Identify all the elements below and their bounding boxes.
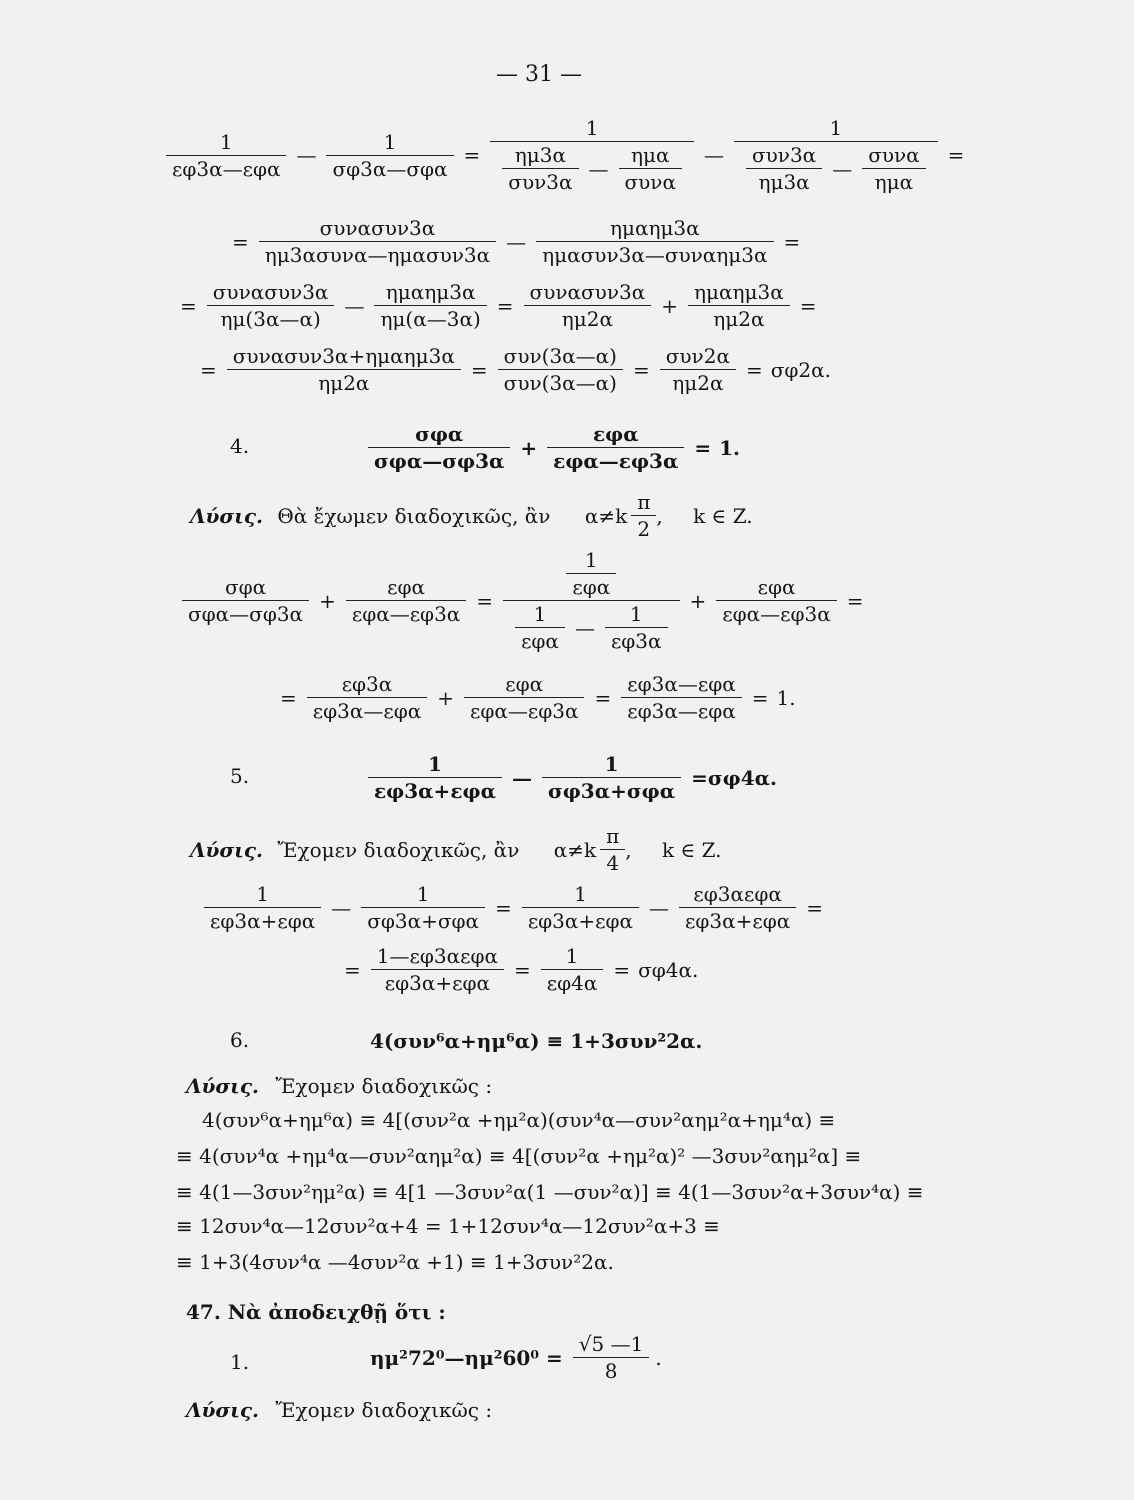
fraction: 1 εφ3α—εφα: [166, 132, 286, 179]
fraction: 1 σφ3α—σφα: [326, 132, 453, 179]
equation-line-6: = εφ3α εφ3α—εφα + εφα εφα—εφ3α = εφ3α—εφα εφ3α—εφα = 1.: [280, 672, 796, 723]
derivation-line: ≡ 4(1—3συν²ημ²α) ≡ 4[1 —3συν²α(1 —συν²α)] ≡ 4(1—3συν²α+3συν⁴α) ≡: [176, 1180, 924, 1204]
equation-line-7: 1 εφ3α+εφα — 1 σφ3α+σφα = 1 εφ3α+εφα — εφ3αεφα εφ3α+εφα =: [198, 884, 827, 931]
compound-fraction: 1 συν3α ημ3α — συνα ημα: [734, 118, 938, 192]
page-number: — 31 —: [496, 62, 582, 87]
solution-47-intro: Λύσις. Ἔχομεν διαδοχικῶς :: [186, 1398, 493, 1422]
equation-line-8: = 1—εφ3αεφα εφ3α+εφα = $\frac{1}{\varepsilon\varphi 4\alpha}$ = σφ4α.: [344, 944, 699, 995]
solution-4-intro: Λύσις. Θὰ ἔχωμεν διαδοχικῶς, ἂν α≠k $\frac{\pi}{2}$ , k ∈ Z.: [190, 490, 753, 541]
derivation-line: ≡ 12συν⁴α—12συν²α+4 = 1+12συν⁴α—12συν²α+3 ≡: [176, 1214, 720, 1238]
problem-number: 1.: [230, 1350, 250, 1374]
solution-label: Λύσις.: [190, 837, 263, 862]
problem-4-statement: σφα σφα—σφ3α + εφα εφα—εφ3α = 1.: [362, 424, 744, 471]
equation-line-2: = συνασυν3α ημ3ασυνα—ημασυν3α — ημαημ3α ημασυν3α—συναημ3α =: [232, 216, 801, 267]
equation-line-3: = συνασυν3α ημ(3α—α) — ημαημ3α ημ(α—3α) = συνασυν3α ημ2α + ημαημ3α ημ2α =: [180, 280, 817, 331]
solution-label: Λύσις.: [186, 1074, 259, 1098]
derivation-line: ≡ 4(συν⁴α +ημ⁴α—συν²αημ²α) ≡ 4[(συν²α +ημ²α)² —3συν²αημ²α] ≡: [176, 1144, 862, 1168]
problem-47-1-statement: ημ²72⁰—ημ²60⁰ = $\frac{√5 —1}{8}$ .: [370, 1332, 662, 1383]
equation-line-5: σφα σφα—σφ3α + εφα εφα—εφ3α = 1 εφα 1 εφα — $\frac{1}{\varepsilon\varphi 3\alpha}$ + εφα εφα—εφ3α =: [176, 550, 868, 651]
compound-fraction: 1 ημ3α συν3α — ημα συνα: [490, 118, 694, 192]
derivation-line: ≡ 1+3(4συν⁴α —4συν²α +1) ≡ 1+3συν²2α.: [176, 1250, 614, 1274]
solution-5-intro: Λύσις. Ἔχομεν διαδοχικῶς, ἂν α≠k $\frac{\pi}{4}$ , k ∈ Z.: [190, 824, 722, 875]
problem-number: 5.: [230, 764, 250, 788]
section-heading: 47. Νὰ ἀποδειχθῇ ὅτι :: [186, 1300, 446, 1324]
solution-6-intro: Λύσις. Ἔχομεν διαδοχικῶς :: [186, 1074, 493, 1098]
problem-6-statement: 4(συν⁶α+ημ⁶α) ≡ 1+3συν²2α.: [370, 1029, 703, 1053]
equation-line-1: 1 εφ3α—εφα — 1 σφ3α—σφα = 1 ημ3α συν3α — ημα συνα — 1 συν3α ημ3α — συνα ημα =: [160, 118, 968, 192]
solution-label: Λύσις.: [186, 1398, 259, 1422]
problem-number: 4.: [230, 434, 250, 458]
problem-number: 6.: [230, 1028, 250, 1052]
derivation-line: 4(συν⁶α+ημ⁶α) ≡ 4[(συν²α +ημ²α)(συν⁴α—συν²αημ²α+ημ⁴α) ≡: [202, 1108, 836, 1132]
problem-5-statement: 1 εφ3α+εφα — 1 σφ3α+σφα =σφ4α.: [362, 754, 781, 801]
solution-label: Λύσις.: [190, 503, 263, 528]
equation-line-4: = συνασυν3α+ημαημ3α ημ2α = συν(3α—α) συν(3α—α) = συν2α ημ2α = σφ2α.: [200, 344, 831, 395]
